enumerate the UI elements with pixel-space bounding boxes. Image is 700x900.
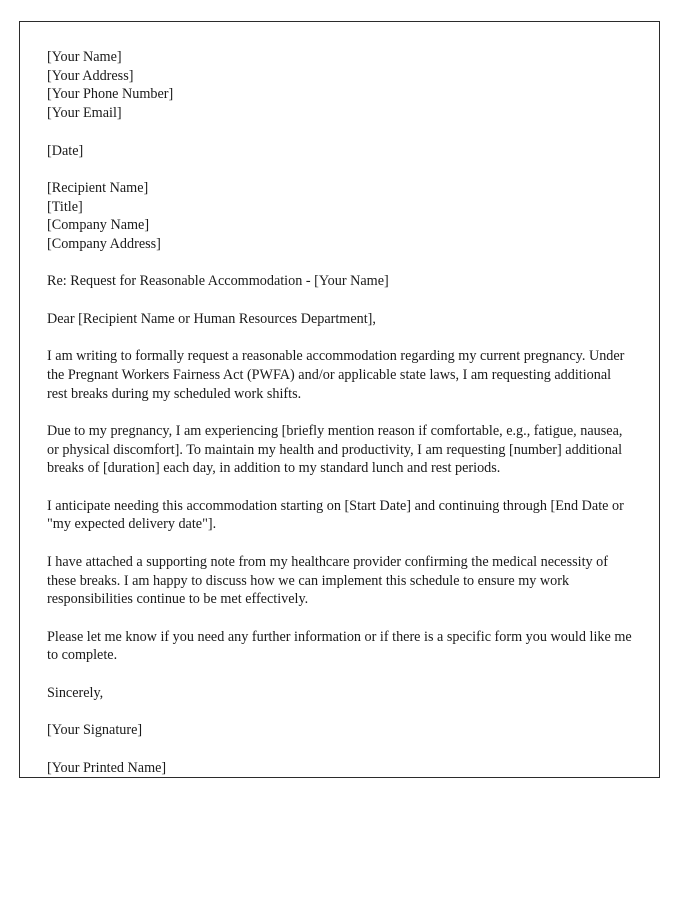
date-line: [Date] — [47, 142, 84, 159]
salutation-line: Dear [Recipient Name or Human Resources Department], — [47, 310, 376, 327]
letter-page — [19, 21, 660, 778]
sender-phone-line: [Your Phone Number] — [47, 86, 174, 103]
recipient-address-block — [47, 179, 635, 254]
sender-address-block — [47, 48, 635, 123]
body-paragraph-5: Please let me know if you need any further information or if there is a specific form you would like me to complete. — [47, 628, 632, 664]
body-paragraph-3: I anticipate needing this accommodation starting on [Start Date] and continuing through [End Date or "my expected delivery date"]. — [47, 497, 624, 533]
sender-email-line: [Your Email] — [47, 105, 122, 122]
body-paragraph-1: I am writing to formally request a reasonable accommodation regarding my current pregnancy. Under the Pregnant Workers Fairness Act (PWFA) and/or applicable state laws, I am requesting additional rest breaks during my scheduled work shifts. — [47, 348, 625, 402]
recipient-company-line: [Company Name] — [47, 217, 150, 234]
sender-street-line: [Your Address] — [47, 67, 134, 84]
sender-name-line: [Your Name] — [47, 49, 122, 65]
recipient-name-line: [Recipient Name] — [47, 179, 149, 196]
body-paragraph-4: I have attached a supporting note from my healthcare provider confirming the medical necessity of these breaks. I am happy to discuss how we can implement this schedule to ensure my work responsibilities continue to be met effectively. — [47, 553, 608, 608]
body-paragraph-2: Due to my pregnancy, I am experiencing [briefly mention reason if comfortable, e.g., fatigue, nausea, or physical discomfort]. To maintain my health and productivity, I am requesting [number] additional breaks of [duration] each day, in addition to my standard lunch and rest periods. — [47, 422, 623, 477]
subject-line: Re: Request for Reasonable Accommodation - [Your Name] — [47, 273, 389, 290]
letter-content — [47, 48, 635, 777]
signature-placeholder-line: [Your Signature] — [47, 722, 143, 739]
recipient-title-line: [Title] — [47, 198, 83, 215]
recipient-company-address-line: [Company Address] — [47, 236, 161, 252]
closing-line: Sincerely, — [47, 684, 104, 701]
printed-name-line: [Your Printed Name] — [47, 759, 167, 776]
